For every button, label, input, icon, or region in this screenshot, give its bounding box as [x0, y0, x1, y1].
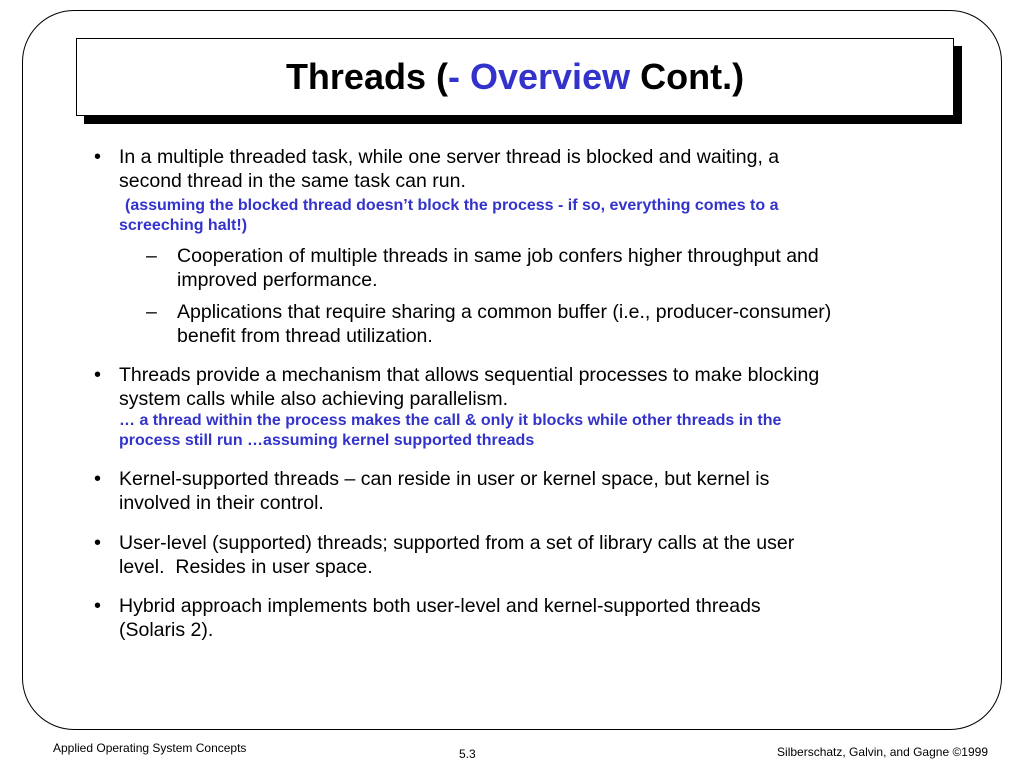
- footer-page-number: 5.3: [459, 747, 476, 761]
- bullet-2-note-line-1: … a thread within the process makes the call & only it blocks while other threads in the: [119, 412, 782, 429]
- sub-bullet-1-line-2: improved performance.: [177, 269, 378, 291]
- bullet-2-note-line-2: process still run …assuming kernel supported threads: [119, 432, 535, 449]
- bullet-2-note: [119, 411, 949, 451]
- bullet-3-line-1: Kernel-supported threads – can reside in user or kernel space, but kernel is: [119, 468, 770, 490]
- bullet-4-line-1: User-level (supported) threads; supported from a set of library calls at the user: [119, 532, 795, 554]
- bullet-2-line-1: Threads provide a mechanism that allows sequential processes to make blocking: [119, 364, 820, 386]
- sub-bullet-2-line-2: benefit from thread utilization.: [177, 325, 433, 347]
- dash-marker: –: [146, 301, 157, 323]
- title-suffix: Cont.): [630, 56, 745, 97]
- sub-bullet-2-line-1: Applications that require sharing a common buffer (i.e., producer-consumer): [177, 301, 832, 323]
- bullet-3-line-2: involved in their control.: [119, 492, 324, 514]
- bullet-1-note-line-1: (assuming the blocked thread doesn’t block the process - if so, everything comes to a: [125, 197, 779, 214]
- title-prefix: Threads (: [285, 56, 448, 97]
- bullet-2-text: [119, 363, 949, 411]
- bullet-4-line-2: level. Resides in user space.: [119, 556, 373, 578]
- bullet-marker: •: [94, 595, 102, 617]
- bullet-2-line-2: system calls while also achieving parallelism.: [119, 388, 509, 410]
- bullet-3-text: [119, 467, 949, 515]
- bullet-marker: •: [94, 364, 102, 386]
- bullet-5-line-2: (Solaris 2).: [119, 619, 214, 641]
- bullet-marker: •: [94, 468, 102, 490]
- footer-right: Silberschatz, Galvin, and Gagne ©1999: [777, 745, 988, 759]
- bullet-1-note: [119, 196, 949, 236]
- bullet-marker: •: [94, 532, 102, 554]
- sub-bullet-2-text: [177, 300, 952, 348]
- bullet-5-text: [119, 594, 949, 642]
- title-highlight: Overview: [469, 56, 631, 97]
- bullet-1-line-2: second thread in the same task can run.: [119, 170, 466, 192]
- bullet-1-line-1: In a multiple threaded task, while one server thread is blocked and waiting, a: [119, 146, 780, 168]
- bullet-5-line-1: Hybrid approach implements both user-level and kernel-supported threads: [119, 595, 761, 617]
- footer-left: Applied Operating System Concepts: [53, 741, 247, 755]
- bullet-1-text: [119, 145, 949, 193]
- bullet-marker: •: [94, 146, 102, 168]
- sub-bullet-1-text: [177, 244, 952, 292]
- dash-marker: –: [146, 245, 157, 267]
- bullet-1-note-line-2: screeching halt!): [119, 217, 248, 234]
- title-dash: -: [447, 56, 470, 97]
- sub-bullet-1-line-1: Cooperation of multiple threads in same job confers higher throughput and: [177, 245, 819, 267]
- bullet-4-text: [119, 531, 949, 579]
